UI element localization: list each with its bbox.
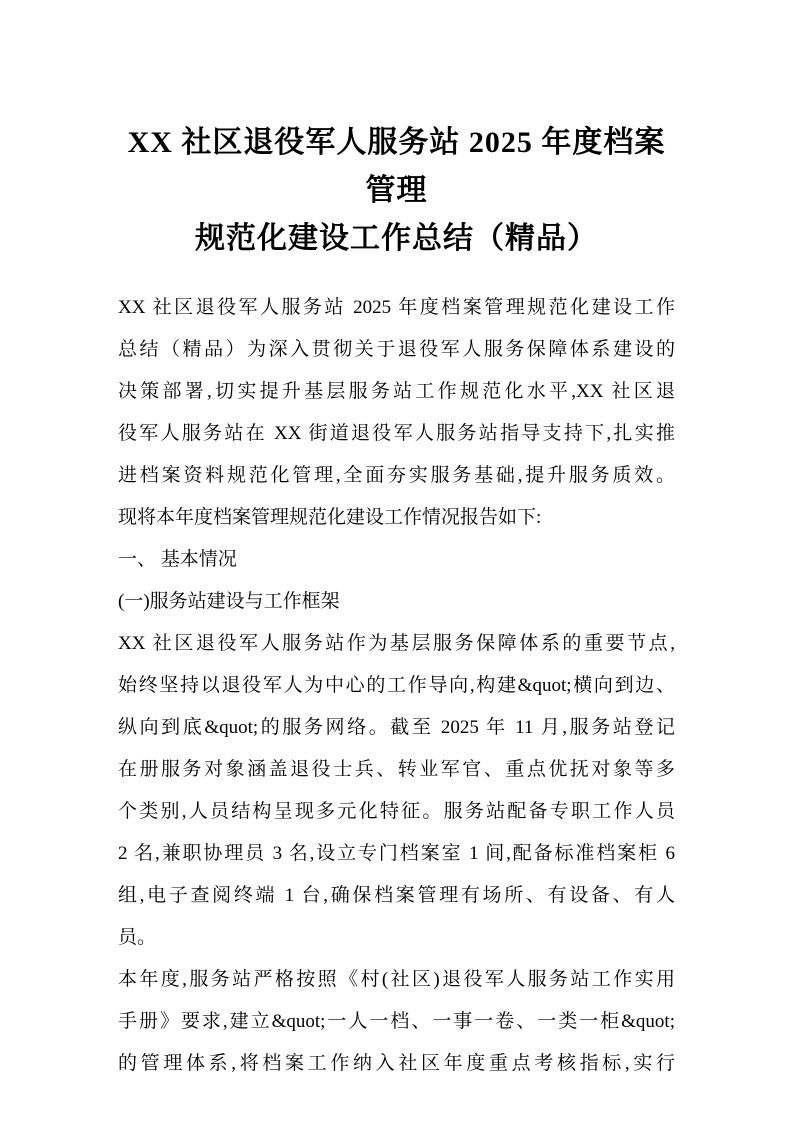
body-line: 员。 (118, 927, 157, 948)
subsection-heading-line: (一)服务站建设与工作框架 (118, 591, 340, 612)
body-line: 役军人服务站在 XX 街道退役军人服务站指导支持下,扎实推 (118, 423, 675, 444)
section-heading-line: 一、 基本情况 (118, 549, 237, 570)
body-line: 现将本年度档案管理规范化建设工作情况报告如下: (118, 507, 542, 528)
body-line: 手册》要求,建立&quot;一人一档、一事一卷、一类一柜&quot; (118, 1011, 675, 1032)
body-line: 2 名,兼职协理员 3 名,设立专门档案室 1 间,配备标准档案柜 6 (118, 843, 675, 864)
body-line: 始终坚持以退役军人为中心的工作导向,构建&quot;横向到边、 (118, 675, 675, 696)
body-line: XX 社区退役军人服务站作为基层服务保障体系的重要节点, (118, 633, 675, 654)
body-line: 的管理体系,将档案工作纳入社区年度重点考核指标,实行 (118, 1053, 675, 1074)
body-line: 组,电子查阅终端 1 台,确保档案管理有场所、有设备、有人 (118, 885, 675, 906)
body-line: 总结（精品）为深入贯彻关于退役军人服务保障体系建设的 (118, 339, 675, 360)
document-title-line: 规范化建设工作总结（精品） (195, 222, 598, 255)
document-title-line: XX 社区退役军人服务站 2025 年度档案管理 (127, 126, 666, 207)
document-title (118, 119, 675, 263)
body-line: 在册服务对象涵盖退役士兵、转业军官、重点优抚对象等多 (118, 759, 675, 780)
body-line: 个类别,人员结构呈现多元化特征。服务站配备专职工作人员 (118, 801, 675, 822)
body-line: 决策部署,切实提升基层服务站工作规范化水平,XX 社区退 (118, 381, 675, 402)
body-line: XX 社区退役军人服务站 2025 年度档案管理规范化建设工作 (118, 297, 675, 318)
document-body (118, 287, 675, 1085)
body-line: 本年度,服务站严格按照《村(社区)退役军人服务站工作实用 (118, 969, 675, 990)
body-line: 纵向到底&quot;的服务网络。截至 2025 年 11 月,服务站登记 (118, 717, 675, 738)
body-line: 进档案资料规范化管理,全面夯实服务基础,提升服务质效。 (118, 465, 675, 486)
